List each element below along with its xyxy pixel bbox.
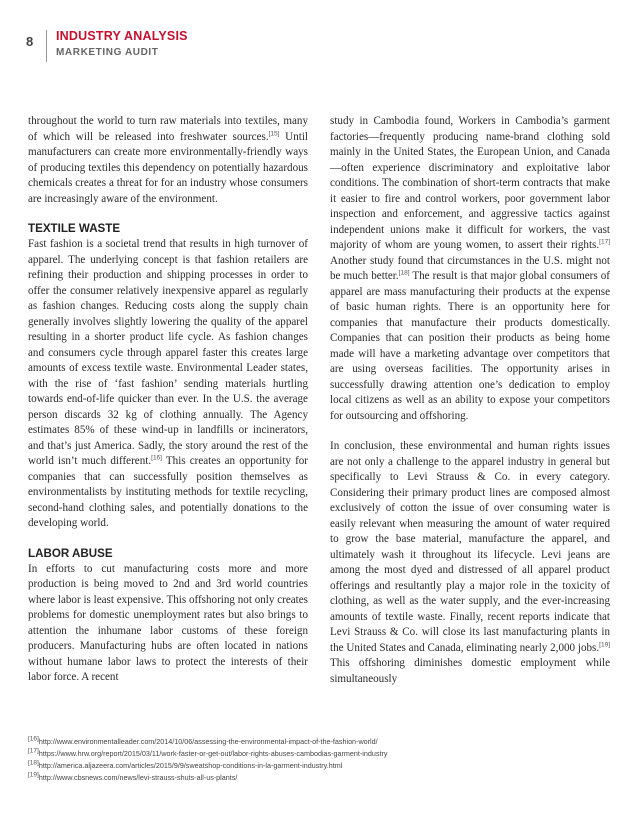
footnote-url: http://www.cbsnews.com/news/levi-strauss-shuts-all-us-plants/ [38,773,238,782]
footnote-item [28,748,618,760]
paragraph-text: throughout the world to turn raw materials into textiles, many of which will be released into freshwater sources. [28,115,308,143]
footnote-item [28,760,618,772]
paragraph-text: This creates an opportunity for companies that can successfully position themselves as environmentalists by instituting methods for textile recycling, second-hand clothing sales, and potentially donations to the developing world. [28,455,308,529]
paragraph-labor-abuse: In efforts to cut manufacturing costs more and more production is being moved to 2nd and 3rd world countries where labor is least expensive. This offshoring not only creates problems for domestic unemployment rates but also brings to attention the inhumane labor customs of these foreign producers. Manufacturing hubs are often located in nations without humane labor laws to protect the interests of their labor force. A recent [28,562,308,683]
paragraph-conclusion [330,439,610,687]
footnote-number: [18] [28,760,39,767]
heading-labor-abuse: LABOR ABUSE [28,546,113,560]
footnote-item [28,772,618,784]
footnote-number: [19] [28,772,39,779]
footnote-number: [17] [28,748,39,755]
footnote-url: http://america.aljazeera.com/articles/2015/9/9/sweatshop-conditions-in-la-garment-industry.html [38,761,343,770]
header-divider [46,30,47,62]
paragraph-text: This offshoring diminishes domestic employment while simultaneously [330,657,610,685]
paragraph-text: Another study found that circumstances in the U.S. might not be much better. [330,254,610,282]
paragraph-text: The result is that major global consumers of apparel are mass manufacturing their products at the expense of basic human rights. There is an opportunity here for companies that manufacture their products domestically. Companies that can position their products as being home made will have a marketing advantage over competitors that are using overseas facilities. The opportunity arises in successfully drawing attention one’s dedication to employ local citizens as well as an ability to expose your competitors for outsourcing and offshoring. [330,270,610,422]
paragraph-text: study in Cambodia found, Workers in Cambodia’s garment factories—frequently producing name-brand clothing sold mainly in the United States, the European Union, and Canada—often experience discriminatory and exploitative labor conditions. The combination of short-term contracts that make it easier to fire and control workers, poor government labor inspection and enforcement, and aggressive tactics against independent unions make it difficult for workers, the vast majority of whom are young women, to assert their rights. [330,115,610,251]
footnote-url: https://www.hrw.org/report/2015/03/11/work-faster-or-get-out/labor-rights-abuses-cambodias-garment-industry [38,749,388,758]
footnotes [28,736,618,784]
paragraph-chemicals [28,114,308,207]
footnote-ref: [19] [599,640,610,648]
footnote-ref: [16] [151,454,162,462]
section-subtitle: MARKETING AUDIT [56,47,159,58]
right-column [330,114,610,687]
paragraph-text: In conclusion, these environmental and human rights issues are not only a challenge to the apparel industry in general but specifically to Levi Strauss & Co. in every category. Considering their primary product lines are composed almost exclusively of cotton the issue of over consuming water is easily relevant when measuring the amount of water required to grow the base material, manufacture the apparel, and ultimately wash it throughout its lifecycle. Levi jeans are among the most dyed and distressed of all apparel product offerings and resultantly play a major role in the toxicity of clothing, as well as the water supply, and the ever-increasing amounts of textile waste. Finally, recent reports indicate that Levi Strauss & Co. will close its last manufacturing plants in the United States and Canada, eliminating nearly 2,000 jobs. [330,440,610,654]
footnote-item [28,736,618,748]
footnote-url: http://www.environmentalleader.com/2014/10/06/assessing-the-environmental-impact-of-the-fashion-world/ [38,737,378,746]
footnote-ref: [18] [398,269,410,277]
footnote-number: [16] [28,736,39,743]
paragraph-text: Fast fashion is a societal trend that results in high turnover of apparel. The underlying concept is that fashion retailers are refining their production and shipping processes in order to offer the consumer relatively inexpensive apparel as regularly as fashion changes. Reducing costs along the supply chain generally involves slightly lowering the quality of the apparel resulting in a shorter product life cycle. As fashion changes and consumers cycle through apparel faster this creates large amounts of excess textile waste. Environmental Leader states, with the rise of ‘fast fashion’ sending materials hurtling towards end-of-life quicker than ever. In the U.S. the average person discards 32 kg of clothing annually. The Agency estimates 85% of these wind-up in landfills or incinerators, and that’s just America. Sadly, the story around the rest of the world isn’t much different. [28,238,308,467]
paragraph-textile-waste [28,237,308,532]
left-column [28,114,308,686]
heading-textile-waste: TEXTILE WASTE [28,222,121,235]
paragraph-cambodia-study [330,114,610,424]
paragraph-text: Until manufacturers can create more environmentally-friendly ways of producing textiles this dependency on potentially hazardous chemicals creates a threat for for an industry whose consumers are increasingly aware of the environment. [28,130,308,205]
section-title: INDUSTRY ANALYSIS [56,29,188,43]
footnote-ref: [15] [268,129,280,137]
page-number: 8 [26,34,34,49]
footnote-ref: [17] [599,238,610,246]
